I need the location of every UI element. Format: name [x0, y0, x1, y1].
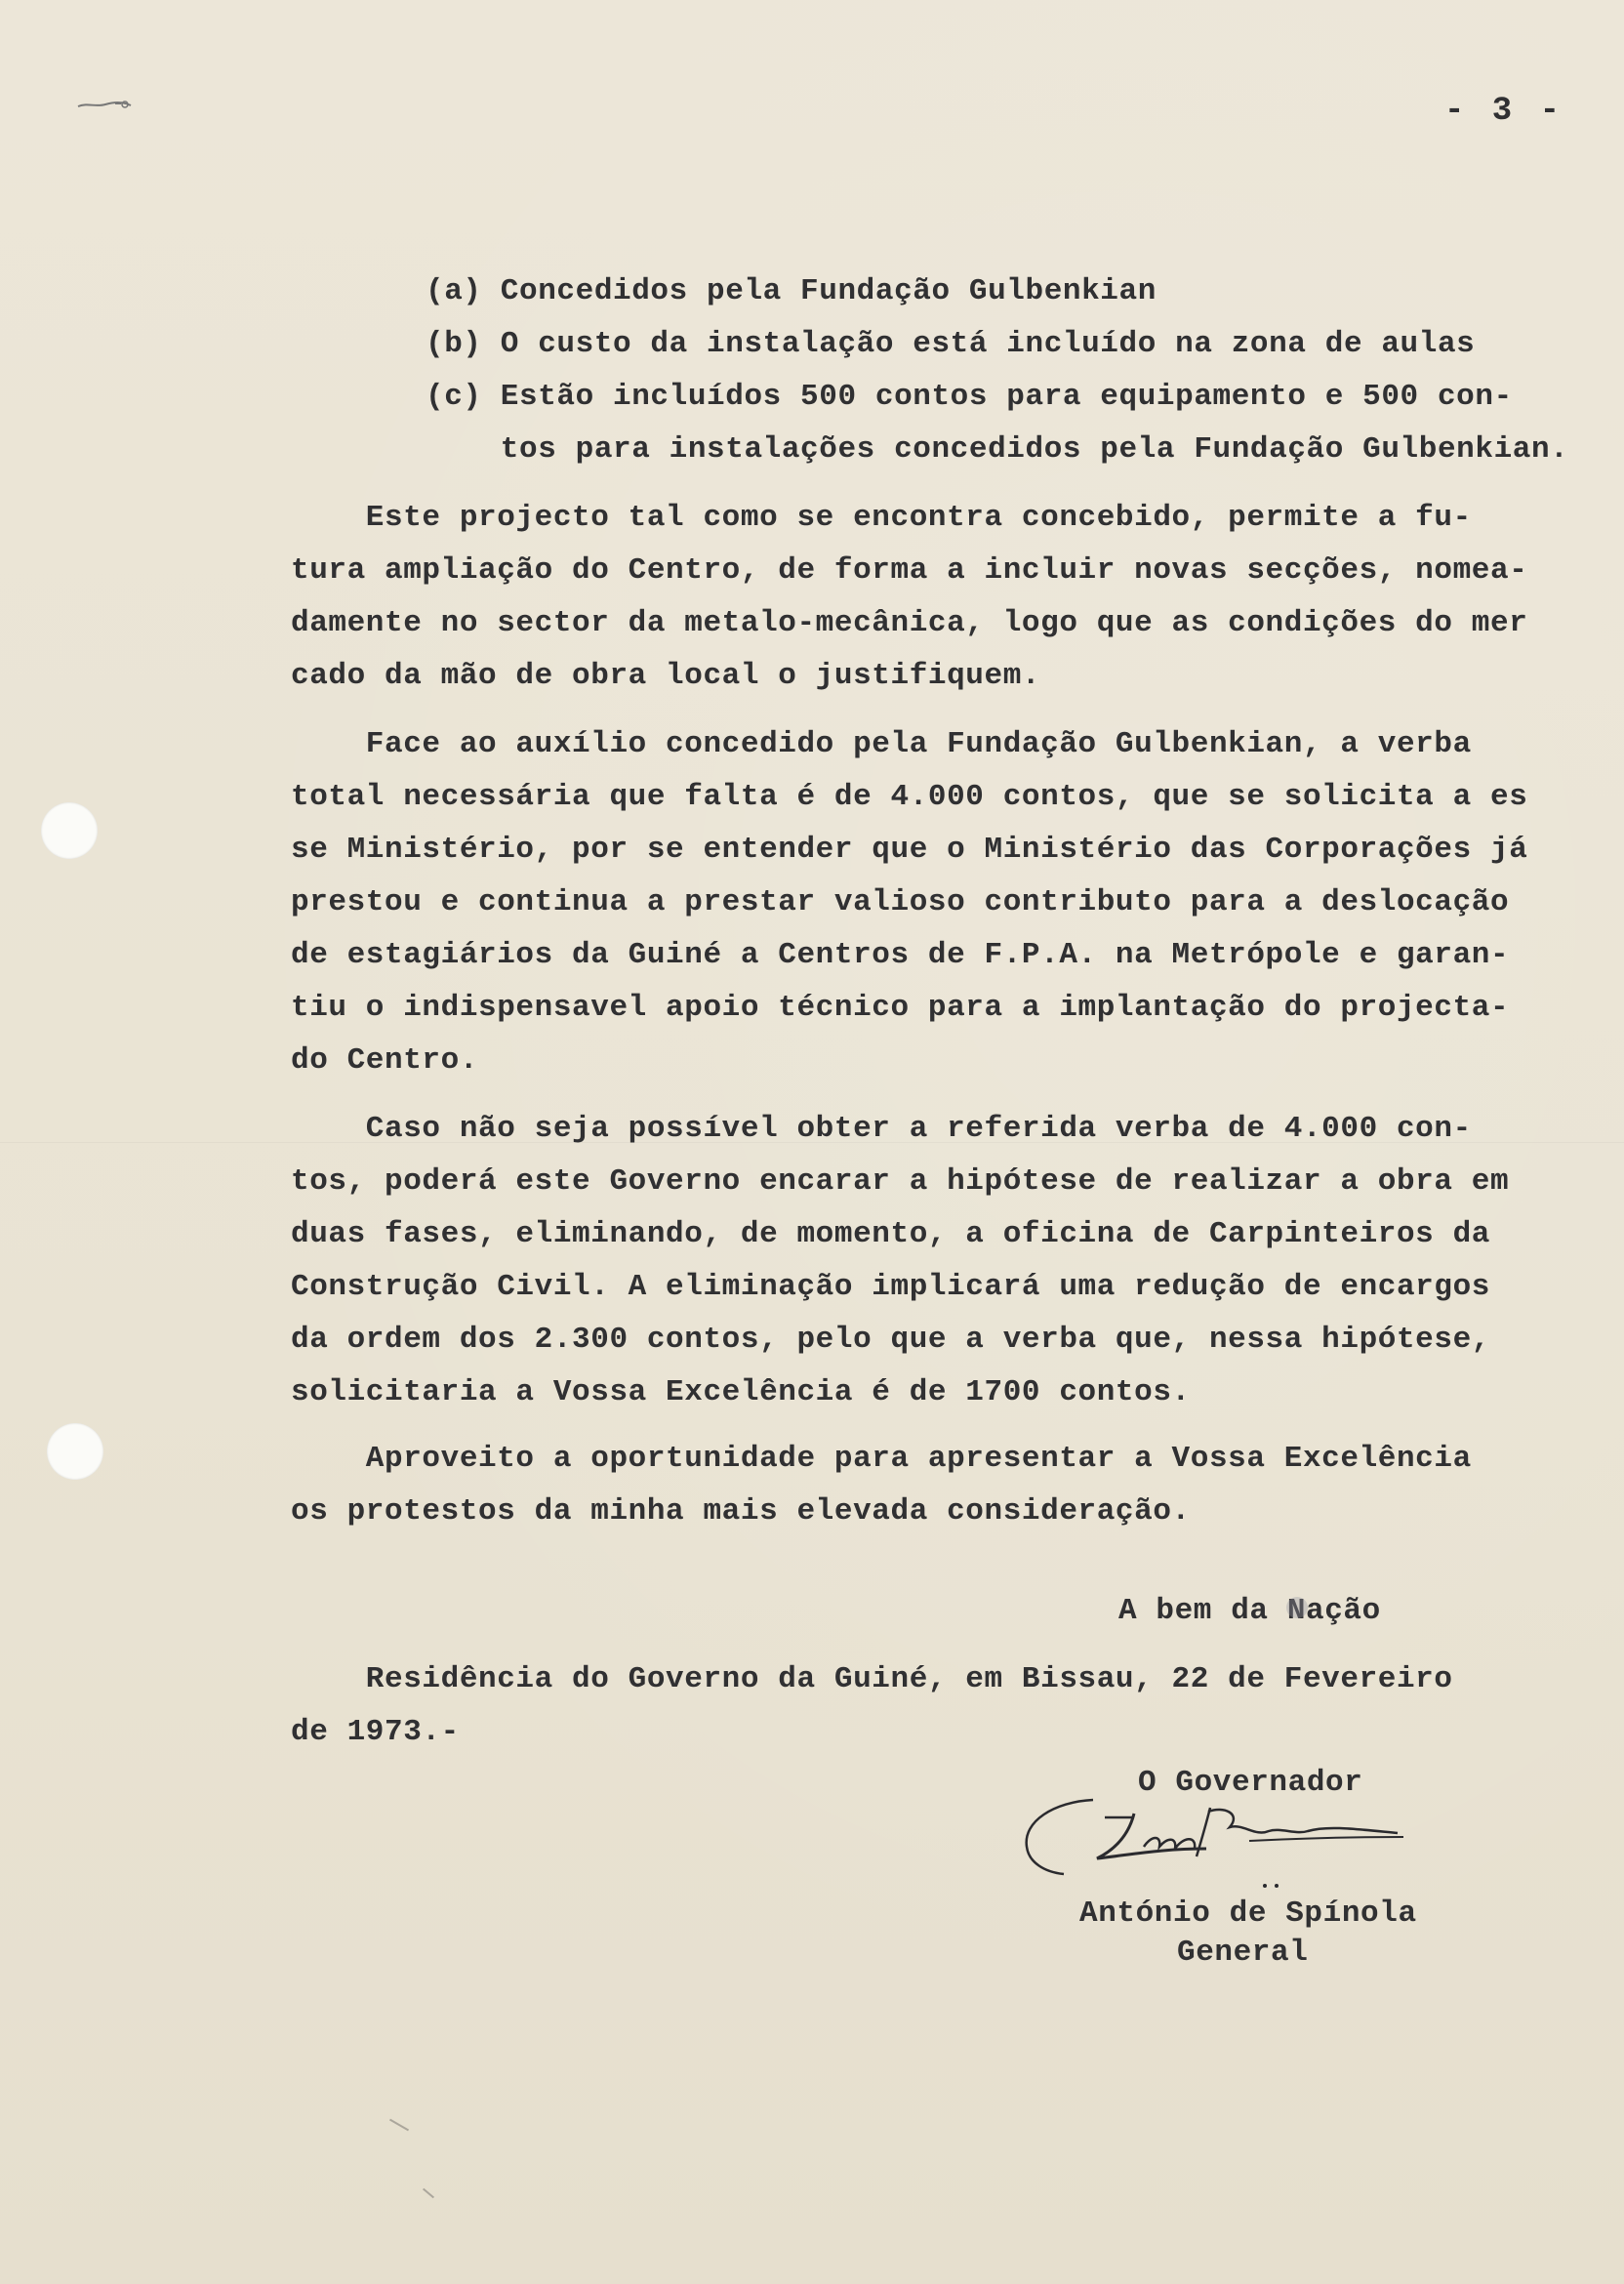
paragraph-2-line-5: de estagiários da Guiné a Centros de F.P.A. na Metrópole e garan- — [291, 938, 1510, 972]
paper-mark — [389, 2119, 409, 2132]
paragraph-2-line-1: Face ao auxílio concedido pela Fundação Gulbenkian, a verba — [291, 727, 1472, 761]
paper-mark — [423, 2188, 434, 2199]
paragraph-3-line-4: Construção Civil. A eliminação implicará uma redução de encargos — [291, 1270, 1490, 1304]
note-b: (b) O custo da instalação está incluído na zona de aulas — [426, 327, 1476, 361]
paragraph-2-line-4: prestou e continua a prestar valioso contributo para a deslocação — [291, 885, 1510, 919]
paragraph-2-line-7: do Centro. — [291, 1043, 479, 1078]
punch-hole-upper — [41, 802, 98, 859]
paragraph-3-line-2: tos, poderá este Governo encarar a hipótese de realizar a obra em — [291, 1164, 1510, 1199]
paragraph-1-line-1: Este projecto tal como se encontra concebido, permite a fu- — [291, 501, 1472, 535]
note-a: (a) Concedidos pela Fundação Gulbenkian — [426, 274, 1157, 308]
page-number: - 3 - — [1444, 93, 1564, 130]
paragraph-1-line-3: damente no sector da metalo-mecânica, logo que as condições do mer — [291, 606, 1528, 640]
punch-hole-lower — [47, 1423, 103, 1480]
paragraph-4-line-1: Aproveito a oportunidade para apresentar a Vossa Excelência — [291, 1442, 1472, 1476]
signatory-rank: General — [1177, 1936, 1309, 1970]
note-c-continued: tos para instalações concedidos pela Fundação Gulbenkian. — [426, 432, 1569, 467]
paragraph-3-line-1: Caso não seja possível obter a referida verba de 4.000 con- — [291, 1112, 1472, 1146]
paragraph-1-line-2: tura ampliação do Centro, de forma a incluir novas secções, nomea- — [291, 553, 1528, 588]
signatory-name: António de Spínola — [1079, 1897, 1417, 1931]
salutation: A bem da Nação — [1118, 1594, 1381, 1628]
paragraph-3-line-3: duas fases, eliminando, de momento, a oficina de Carpinteiros da — [291, 1217, 1490, 1251]
paragraph-3-line-6: solicitaria a Vossa Excelência é de 1700 contos. — [291, 1375, 1191, 1409]
paragraph-2-line-6: tiu o indispensavel apoio técnico para a implantação do projecta- — [291, 991, 1510, 1025]
pen-scribble-icon — [76, 98, 154, 111]
paragraph-4-line-2: os protestos da minha mais elevada consideração. — [291, 1494, 1191, 1529]
signatory-title: O Governador — [1138, 1766, 1363, 1800]
ink-blot — [1286, 1597, 1308, 1618]
handwritten-signature-icon — [1015, 1778, 1425, 1905]
paragraph-2-line-2: total necessária que falta é de 4.000 contos, que se solicita a es — [291, 780, 1528, 814]
paragraph-3-line-5: da ordem dos 2.300 contos, pelo que a verba que, nessa hipótese, — [291, 1323, 1490, 1357]
note-c: (c) Estão incluídos 500 contos para equipamento e 500 con- — [426, 380, 1513, 414]
place-date-line-1: Residência do Governo da Guiné, em Bissau, 22 de Fevereiro — [291, 1662, 1453, 1696]
paragraph-2-line-3: se Ministério, por se entender que o Ministério das Corporações já — [291, 833, 1528, 867]
place-date-line-2: de 1973.- — [291, 1715, 460, 1749]
paragraph-1-line-4: cado da mão de obra local o justifiquem. — [291, 659, 1041, 693]
